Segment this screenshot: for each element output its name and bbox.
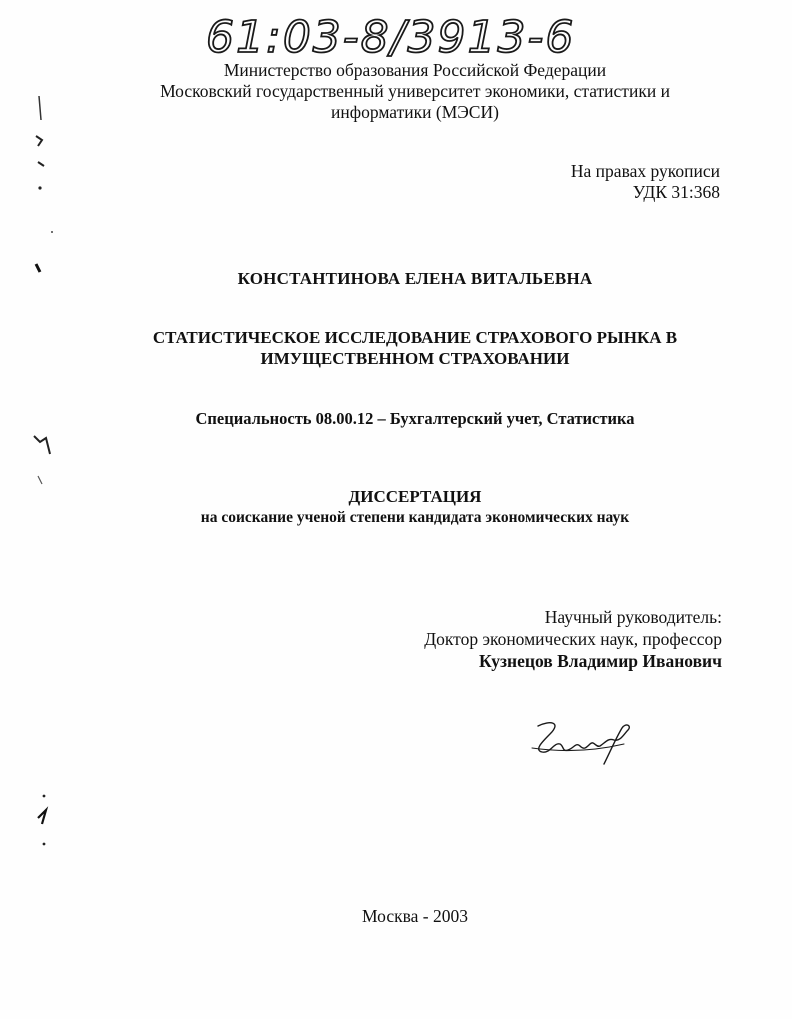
supervisor-block (380, 606, 722, 672)
degree-sought: на соискание ученой степени кандидата экономических наук (200, 509, 630, 526)
title-line-1: СТАТИСТИЧЕСКОЕ ИССЛЕДОВАНИЕ СТРАХОВОГО РЫНКА В (152, 328, 678, 347)
place-year: Москва - 2003 (362, 906, 468, 926)
archive-code-drawing (200, 6, 576, 63)
scan-artifacts-middle (30, 428, 60, 488)
manuscript-rights-block (470, 161, 720, 203)
dissertation-title (60, 327, 770, 369)
supervisor-degree: Доктор экономических наук, профессор (424, 629, 722, 649)
archive-code-handwritten (200, 6, 576, 63)
university-line-2: информатики (МЭСИ) (331, 102, 499, 122)
supervisor-name: Кузнецов Владимир Иванович (478, 651, 722, 671)
institution-header (120, 60, 710, 123)
scan-artifacts-top (30, 90, 60, 290)
archive-code-text: 61:03-8/3913-6 (206, 12, 576, 63)
ministry-line: Министерство образования Российской Федерации (223, 60, 607, 80)
supervisor-label: Научный руководитель: (544, 607, 722, 627)
signature-drawing (520, 712, 640, 772)
author-name: КОНСТАНТИНОВА ЕЛЕНА ВИТАЛЬЕВНА (237, 269, 593, 288)
manuscript-rights-label: На правах рукописи (570, 161, 720, 181)
udc-code: УДК 31:368 (632, 182, 720, 202)
title-line-2: ИМУЩЕСТВЕННОМ СТРАХОВАНИИ (260, 349, 570, 368)
scan-artifacts-bottom (30, 790, 60, 850)
university-line-1: Московский государственный университет экономики, статистики и (160, 81, 670, 101)
speciality: Специальность 08.00.12 – Бухгалтерский учет, Статистика (195, 409, 635, 428)
supervisor-signature (520, 712, 640, 772)
document-type: ДИССЕРТАЦИЯ (348, 487, 482, 506)
